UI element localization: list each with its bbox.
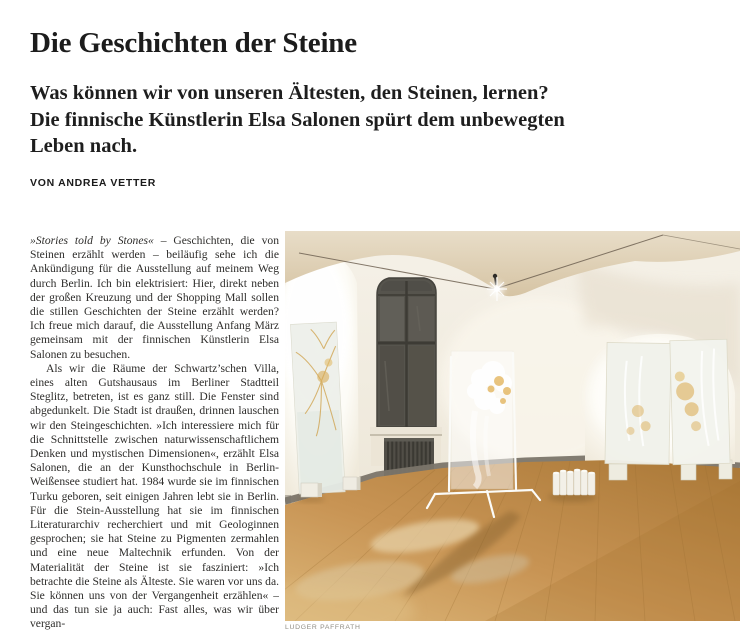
article-paragraph [30, 234, 279, 362]
article-title: Die Geschichten der Steine [30, 27, 357, 59]
arched-window [377, 278, 436, 427]
paragraph-text: Als wir die Räume der Schwartz’schen Villa, eines alten Gutshausaus im Berliner Stadtteil Steglitz, betreten, ist es ganz still. Die Fenster sind abgedunkelt. Die Stadt ist draußen, drinnen lauschen wir den Steingeschichten. »Ich interessiere mich für die Schnittstelle zwischen naturwissenschaftlichem Denken und mystischen Dimensionen«, erzählt Elsa Salonen, die an der Kunsthochschule in Berlin-Weißensee studiert hat. 1984 wurde sie im finnischen Turku geboren, seit einigen Jahren lebt sie in Berlin. Für die Stein-Ausstellung hat sie im finnischen Literaturarchiv recherchiert und mit Geologinnen gesprochen; sie hat Steine zu Pigmenten zermahlen und eine neue Maltechnik erfunden. Von der Materialität der Steine ist sie fasziniert: »Ich betrachte die Steine als Älteste. Sie waren vor uns da. Sie können uns von der Vergangenheit erzählen« – und das tun sie ja auch: Fast alles, was wir über vergan- [30, 361, 279, 631]
glass-panel-right-a [605, 342, 671, 464]
glass-panel-right-b [670, 339, 730, 464]
paragraph-text: – Geschichten, die von Steinen erzählt werden – beiläufig sehe ich die Ankündigung für die Ausstellung auf meinem Weg durch Berlin. Ich bin elektrisiert: Hier, direkt neben der großen Kreuzung und der Shopping Mall sollen die stillen Geschichten der Steine erzählt werden? Ich freue mich darauf, die Ausstellung Anfang März gemeinsam mit der finnischen Künstlerin Elsa Salonen zu besuchen. [30, 234, 279, 361]
window-sill [370, 427, 442, 434]
article-subtitle: Was können wir von unseren Ältesten, den Steinen, lernen? Die finnische Künstlerin Elsa Salonen spürt dem unbewegten Leben nach. [30, 82, 565, 157]
cylinder-sculpture-group [548, 469, 596, 502]
article-byline: VON ANDREA VETTER [30, 177, 157, 189]
photo-credit: LUDGER PAFFRATH [285, 624, 361, 631]
glass-panel-left [290, 322, 345, 494]
article-paragraph [30, 362, 279, 632]
paragraph-lead-italic: »Stories told by Stones« [30, 234, 154, 247]
article-body [30, 234, 279, 644]
gallery-photo [285, 231, 740, 621]
